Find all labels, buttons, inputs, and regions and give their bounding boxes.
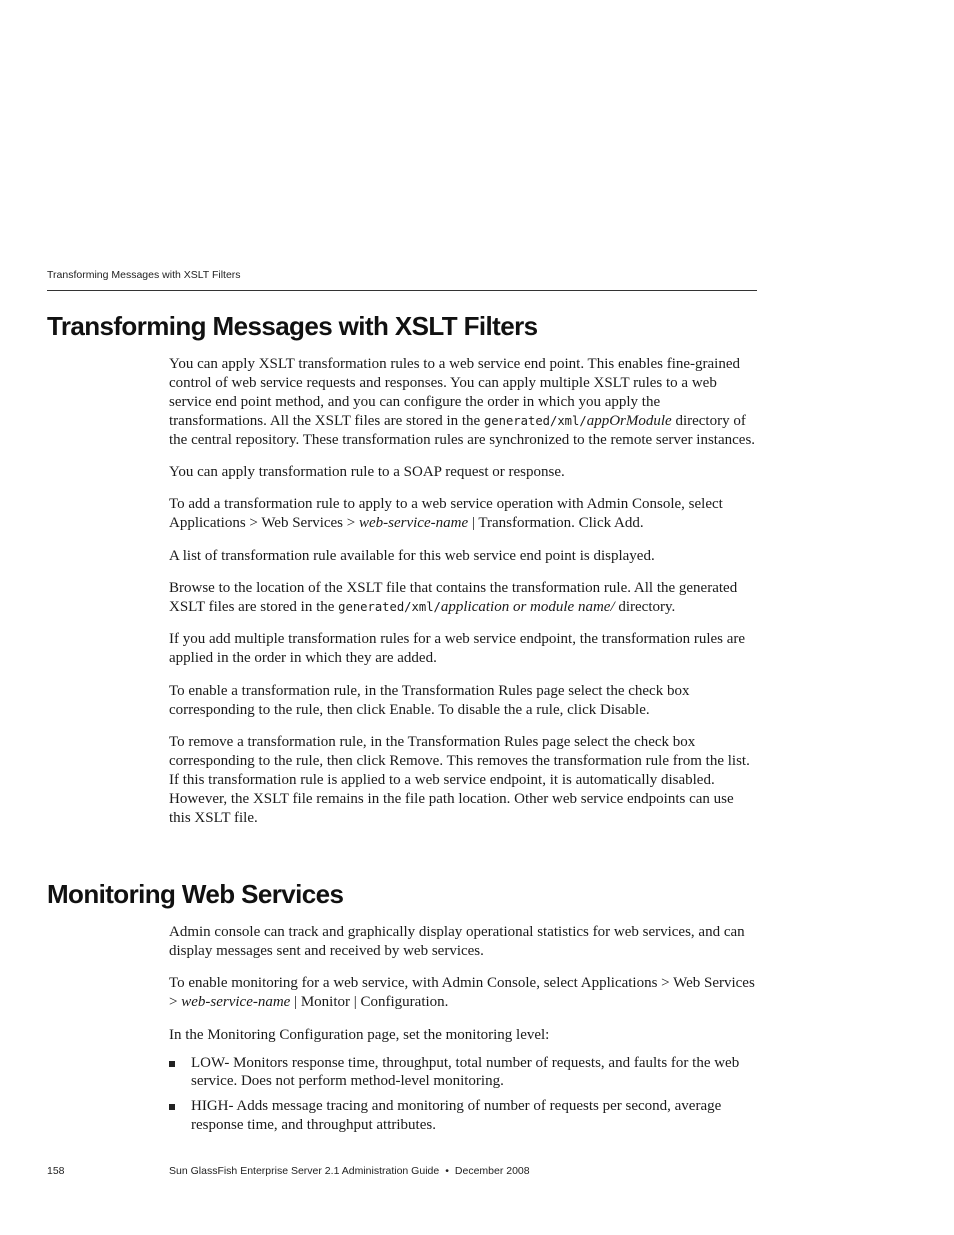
paragraph: You can apply transformation rule to a SOAP request or response. (169, 464, 565, 481)
italic-term: web-service-name (181, 994, 291, 1011)
paragraph: To remove a transformation rule, in the Transformation Rules page select the check box corresponding to the rule, then click Remove. This removes the transformation rule from the list. If this transformation rule is applied to a web service endpoint, it is automatically disabled. However, the XSLT file remains in the file path location. Other web service endpoints can use this XSLT file. (169, 734, 750, 826)
text-run: You can apply XSLT transformation rules to a web service end point. This enables fine-grained control of web service requests and responses. You can apply multiple XSLT rules to a web service end point method, and you can configure the order in which you apply the transformations. All the XSLT files are stored in the (169, 356, 740, 429)
paragraph: Admin console can track and graphically display operational statistics for web services, and can display messages sent and received by web services. (169, 924, 745, 959)
list-item (169, 1054, 757, 1092)
text-run: To add a transformation rule to apply to a web service operation with Admin Console, select Applications > Web Services > (169, 496, 723, 532)
paragraph: In the Monitoring Configuration page, set the monitoring level: (169, 1026, 550, 1043)
footer-book-info (169, 1165, 530, 1177)
paragraph (169, 355, 757, 450)
list-item-text: HIGH- Adds message tracing and monitoring of number of requests per second, average response time, and throughput attributes. (191, 1098, 722, 1134)
paragraph: If you add multiple transformation rules for a web service endpoint, the transformation rules are applied in the order in which they are added. (169, 631, 746, 667)
paragraph (169, 974, 757, 1012)
page-number: 158 (47, 1165, 65, 1177)
italic-term: application or module name/ (440, 599, 615, 616)
italic-term: web-service-name (358, 515, 469, 532)
list-item (169, 1097, 757, 1135)
section-title-xslt: Transforming Messages with XSLT Filters (47, 311, 538, 341)
monitoring-level-list (169, 1054, 757, 1136)
book-title: Sun GlassFish Enterprise Server 2.1 Administration Guide (169, 1165, 440, 1177)
section-body-xslt (169, 355, 757, 841)
code-path: generated/xml/ (338, 600, 441, 615)
text-run: To enable monitoring for a web service, with Admin Console, select Applications > Web Services > (169, 975, 755, 1011)
paragraph: To enable a transformation rule, in the Transformation Rules page select the check box corresponding to the rule, then click Enable. To disable the a rule, click Disable. (169, 682, 690, 718)
list-item-text: LOW- Monitors response time, throughput, total number of requests, and faults for the web service. Does not perform method-level monitoring. (191, 1054, 740, 1090)
header-rule (47, 290, 757, 291)
publication-date: December 2008 (454, 1165, 530, 1177)
paragraph (169, 579, 757, 617)
footer-separator: • (445, 1165, 449, 1177)
text-run: Browse to the location of the XSLT file that contains the transformation rule. All the generated XSLT files are stored in the (169, 580, 738, 616)
running-head: Transforming Messages with XSLT Filters (47, 269, 241, 281)
code-path: generated/xml/ (483, 413, 587, 428)
square-bullet-icon (169, 1061, 175, 1067)
section-body-monitoring (169, 923, 757, 1141)
square-bullet-icon (169, 1104, 175, 1110)
italic-term: appOrModule (586, 412, 672, 429)
section-title-monitoring: Monitoring Web Services (47, 879, 344, 909)
text-run: | Transformation. Click Add. (468, 515, 644, 532)
text-run: directory. (614, 599, 676, 616)
paragraph: A list of transformation rule available for this web service end point is displayed. (169, 547, 655, 564)
paragraph (169, 495, 757, 533)
text-run: | Monitor | Configuration. (290, 994, 449, 1011)
text-run: directory of the central repository. These transformation rules are synchronized to the remote server instances. (169, 412, 756, 448)
